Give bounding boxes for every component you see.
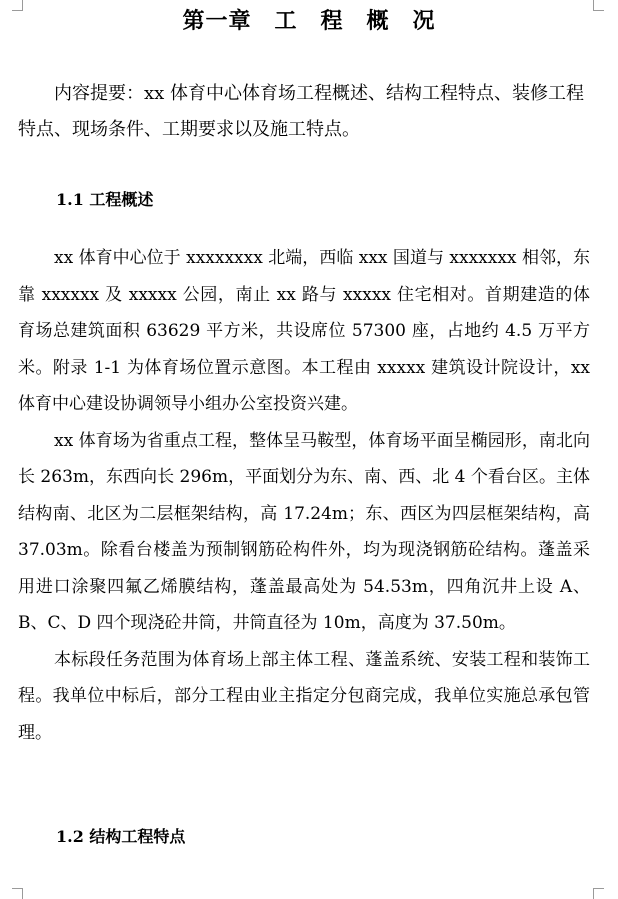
paragraph-structure: xx 体育场为省重点工程，整体呈马鞍型，体育场平面呈椭园形，南北向长 263m，东西向长 296m，平面划分为东、南、西、北 4 个看台区。主体结构南、北区为二层框架结构，高 17.24m；东、西区为四层框架结构，高 37.03m。除看台楼盖为预制钢筋砼构件外，均为现浇钢筋砼结构。蓬盖采用进口涂聚四氟乙烯膜结构，蓬盖最高处为 54.53m，四角沉井上设 A、B、C、D 四个现浇砼井筒，井筒直径为 10m，高度为 37.50m。 — [18, 430, 590, 633]
section-body-1-1 — [18, 240, 590, 751]
section-heading-1-1: 1.1 工程概述 — [56, 190, 154, 209]
paragraph-location: xx 体育中心位于 xxxxxxxx 北端，西临 xxx 国道与 xxxxxxx 相邻，东靠 xxxxxx 及 xxxxx 公园，南止 xx 路与 xxxxx 住宅相对。首期建造的体育场总建筑面积 63629 平方米，共设席位 57300 座，占地约 4.5 万平方米。附录 1-1 为体育场位置示意图。本工程由 xxxxx 建筑设计院设计，xx 体育中心建设协调领导小组办公室投资兴建。 — [18, 248, 590, 414]
paragraph-scope: 本标段任务范围为体育场上部主体工程、蓬盖系统、安装工程和装饰工程。我单位中标后，部分工程由业主指定分包商完成，我单位实施总承包管理。 — [18, 649, 590, 743]
page-corner-mark-bottom-right — [593, 888, 604, 899]
page-corner-mark-bottom-left — [12, 888, 23, 899]
chapter-title: 第一章 工 程 概 况 — [182, 8, 436, 34]
section-heading-1-2: 1.2 结构工程特点 — [56, 827, 186, 846]
content-summary: 内容提要：xx 体育中心体育场工程概述、结构工程特点、装修工程特点、现场条件、工期要求以及施工特点。 — [18, 83, 585, 140]
